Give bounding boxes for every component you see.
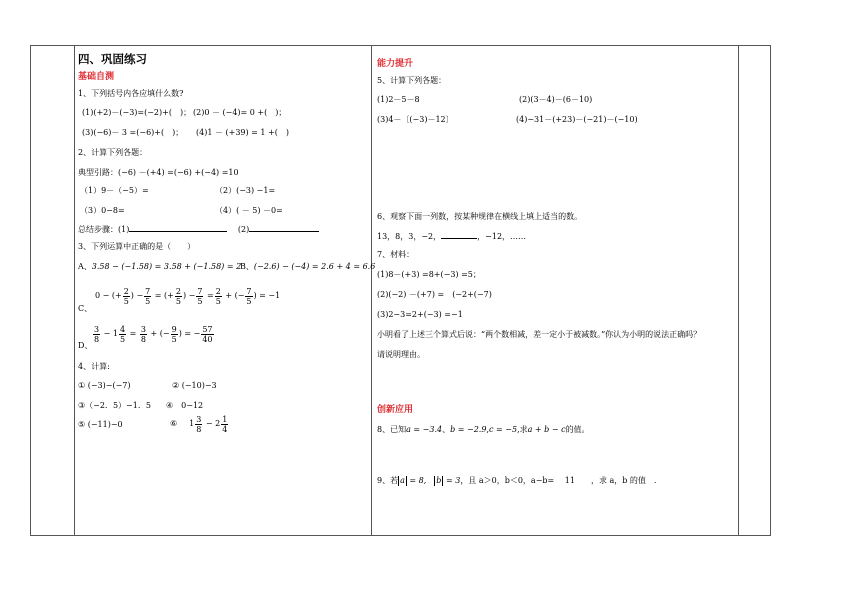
option-b-label: B、 <box>240 262 254 271</box>
q2-title: 2、计算下列各题： <box>78 148 148 157</box>
q4-f-marker: ⑥ <box>170 419 178 428</box>
q7-e: 请说明理由。 <box>377 350 425 359</box>
right-margin-divider <box>738 45 739 536</box>
q1-c: (3)(−6)－ 3 =(−6)+( )； <box>82 128 184 137</box>
d-part3: + (− <box>147 329 170 338</box>
fraction: $\frac{57}{40}$ <box>202 324 213 344</box>
option-a-label: A、 <box>78 262 92 271</box>
q1-a: (1)(+2)－(−3)=(−2)+( )； <box>82 108 192 117</box>
summary-step1-label: 总结步骤：(1) <box>78 225 130 234</box>
q8: 8、已知a = −3.4、b = −2.9,c = −5,求a + b − c的值。 <box>377 425 590 434</box>
q5-c: (3)4－〔(−3)－12〕 <box>377 115 454 124</box>
q7-b: (2)(−2) －(+7) = (−2+(−7) <box>377 290 492 299</box>
abs-b: b <box>436 476 442 485</box>
c-part3: = (+ <box>152 291 174 300</box>
q9: 9、若 a = 8, b = 3，且 a＞0，b＜0，a−b= 11 ，求 a，b 的值 . <box>377 476 657 485</box>
ability-heading: 能力提升 <box>377 59 414 69</box>
q3-option-b <box>240 262 375 272</box>
c-part2: ) − <box>130 291 144 300</box>
summary-step2-blank <box>249 231 319 232</box>
fraction: $\frac{2}{5}$ <box>123 286 129 306</box>
section-title: 四、巩固练习 <box>78 52 147 66</box>
left-margin-divider <box>74 45 75 536</box>
q2-summary <box>78 225 319 235</box>
q1-d: (4)1 － (+39) = 1 +( ) <box>196 128 289 137</box>
q4-c: ③（−2．5）−1．5 <box>78 401 151 410</box>
q5-d: (4)−31－(+23)－(−21)－(−10) <box>516 115 638 124</box>
q2-c: （3）0−8= <box>80 206 125 215</box>
c-part7: ) = −1 <box>253 291 281 300</box>
fraction: $\frac{4}{5}$ <box>119 324 126 344</box>
fraction: $\frac{7}{5}$ <box>246 286 252 306</box>
q7-a: (1)8－(+3) =8+(−3) =5； <box>377 270 481 279</box>
q5-title: 5、计算下列各题： <box>377 76 447 85</box>
fraction: $\frac{1}{4}$ <box>222 414 228 434</box>
d-part1: − 1 <box>101 329 118 338</box>
q2-a: （1）9－（−5）= <box>80 186 149 195</box>
q4-a: ① (−3)−(−7) <box>78 381 131 390</box>
c-part6: + (− <box>222 291 245 300</box>
q6-seq-end: ，−12，…… <box>477 232 527 241</box>
fraction: $\frac{9}{5}$ <box>171 324 177 344</box>
q1-b: (2)0 － (−4)= 0 +( )； <box>193 108 287 117</box>
fraction: $\frac{2}{5}$ <box>175 286 181 306</box>
q7-d: 小明看了上述三个算式后说：“两个数相减，差一定小于被减数。”你认为小明的说法正确吗？ <box>377 330 702 339</box>
c-part4: ) − <box>182 291 196 300</box>
q6-seq-start: 13，8，3，−2， <box>377 232 442 241</box>
q6-sequence <box>377 232 526 242</box>
q4-d: ④ 0−12 <box>166 401 204 410</box>
q4-title: 4、计算: <box>78 362 110 371</box>
q2-d: （4）( － 5) －0= <box>215 206 283 215</box>
q6-title: 6、观察下面一列数，按某种规律在横线上填上适当的数。 <box>377 212 583 221</box>
fraction: $\frac{3}{8}$ <box>140 324 146 344</box>
fraction: $\frac{2}{5}$ <box>215 286 221 306</box>
q1-title: 1、下列括号内各应填什么数? <box>78 89 184 98</box>
q4-b: ② (−10)−3 <box>172 381 217 390</box>
q7-c: (3)2−3=2+(−3) =−1 <box>377 310 463 319</box>
summary-step2-label: (2) <box>237 225 250 234</box>
q3-option-a <box>78 262 241 272</box>
q3-option-d-expr <box>92 324 215 344</box>
q4-f: ⑥ 1 $\frac{3}{8}$ − 2 $\frac{1}{4}$ <box>170 414 228 434</box>
summary-step1-blank <box>129 231 227 232</box>
basic-heading: 基础自测 <box>78 72 115 82</box>
d-part4: ) = − <box>178 329 201 338</box>
q4-e: ⑤ (−11)−0 <box>78 420 123 429</box>
q3-title: 3、下列运算中正确的是（ ） <box>78 242 196 251</box>
q3-option-c-label: C、 <box>78 304 93 313</box>
c-part5: = <box>204 291 214 300</box>
q5-b: (2)(3－4)－(6－10) <box>519 95 593 104</box>
fraction: $\frac{7}{5}$ <box>145 286 151 306</box>
d-part2: = <box>127 329 139 338</box>
q6-blank <box>441 238 477 239</box>
option-b-expr: (−2.6) − (−4) = 2.6 + 4 = 6.6 <box>253 262 376 271</box>
abs-a: a <box>400 476 405 485</box>
fraction: $\frac{7}{5}$ <box>197 286 203 306</box>
fraction: $\frac{3}{8}$ <box>94 324 100 344</box>
q7-title: 7、材料： <box>377 250 415 259</box>
q2-example: 典型引路：(−6) －(+4) =(−6) +(−4) =10 <box>78 168 239 177</box>
column-divider <box>371 45 372 536</box>
q2-b: （2）(−3) −1= <box>215 186 276 195</box>
fraction: $\frac{3}{8}$ <box>196 414 202 434</box>
option-a-expr: 3.58 − (−1.58) = 3.58 + (−1.58) = 2 <box>91 262 242 271</box>
q3-option-c-expr <box>95 286 280 306</box>
q5-a: (1)2－5－8 <box>377 95 420 104</box>
q3-option-d-label: D、 <box>78 341 93 350</box>
c-part1: 0 − (+ <box>95 291 122 300</box>
innovation-heading: 创新应用 <box>377 405 414 415</box>
